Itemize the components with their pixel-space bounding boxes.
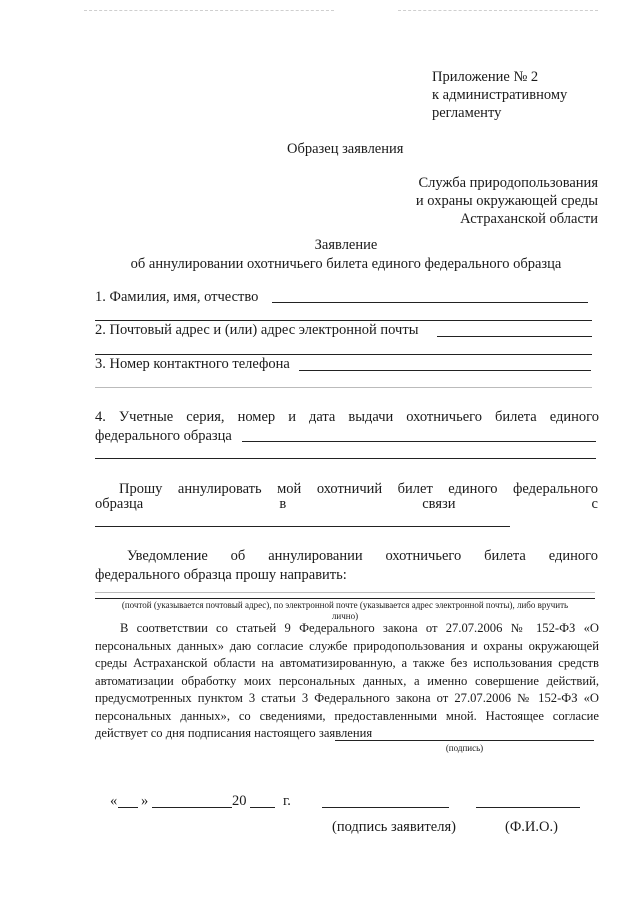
consent-signature-field[interactable] [335, 740, 594, 741]
request-word-1: образца [95, 496, 144, 512]
date-month-field[interactable] [152, 807, 232, 808]
notice-hint [95, 600, 595, 622]
appendix-line-3: регламенту [432, 105, 502, 121]
request-line-1: Прошу аннулировать мой охотничий билет единого федерального [119, 481, 598, 497]
notice-hint-line-2: лично) [331, 611, 359, 621]
appendix-line-2: к административному [432, 87, 568, 103]
addressee-line-2: и охраны окружающей среды [415, 193, 598, 209]
consent-line-7: действует со дня подписания настоящего заявления [95, 726, 373, 740]
consent-line-4: автоматизации обработку моих персональных данных, а именно совершение действий, [95, 673, 599, 688]
addressee-line-3: Астраханской области [460, 211, 598, 227]
document-subtitle: об аннулировании охотничьего билета единого федерального образца [130, 256, 562, 272]
appendix-block [432, 68, 622, 122]
scan-noise-top-right [398, 10, 598, 11]
consent-line-2: персональных данных» даю согласие службе природопользования и охраны окружающей [95, 638, 599, 653]
notice-line-2: федерального образца прошу направить: [95, 567, 347, 583]
applicant-signature-label: (подпись заявителя) [332, 819, 456, 835]
fio-label: 1. Фамилия, имя, отчество [95, 289, 259, 305]
phone-field-line-2[interactable] [95, 387, 592, 388]
consent-line-6: персональных данных», со сведениями, предоставленными мной. Настоящее согласие [95, 708, 599, 723]
reason-field[interactable] [95, 526, 510, 527]
scan-noise-top [84, 10, 334, 11]
date-quote-close: » [141, 793, 149, 809]
ticket-field[interactable] [242, 441, 596, 442]
date-year-suffix: г. [283, 793, 291, 809]
applicant-signature-field[interactable] [322, 807, 449, 808]
notice-field-top[interactable] [95, 592, 595, 593]
ticket-label-line-2: федерального образца [95, 428, 232, 444]
date-year-field[interactable] [250, 807, 275, 808]
request-word-4: с [591, 496, 598, 512]
consent-paragraph [95, 620, 599, 743]
phone-label: 3. Номер контактного телефона [95, 356, 290, 372]
date-year-prefix: 20 [232, 793, 247, 809]
ticket-label-line-1: 4. Учетные серия, номер и дата выдачи охотничьего билета единого [95, 409, 599, 425]
request-word-2: в [279, 496, 287, 512]
address-field[interactable] [437, 336, 592, 337]
applicant-fio-label: (Ф.И.О.) [505, 819, 558, 835]
ticket-field-line-2[interactable] [95, 458, 596, 459]
addressee-block [360, 174, 598, 228]
address-label: 2. Почтовый адрес и (или) адрес электронной почты [95, 322, 419, 338]
appendix-line-1: Приложение № 2 [432, 69, 539, 85]
date-quote-open: « [110, 793, 118, 809]
sample-title: Образец заявления [287, 141, 404, 157]
consent-line-3: среды Астраханской области на автоматизированную, а также без использования средств [95, 656, 599, 670]
consent-signature-hint: (подпись) [445, 743, 484, 753]
phone-field[interactable] [299, 370, 591, 371]
applicant-fio-field[interactable] [476, 807, 580, 808]
date-day-field[interactable] [118, 807, 138, 808]
document-title: Заявление [314, 237, 378, 253]
consent-line-5: предусмотренных пунктом 3 статьи 3 Федерального закона от 27.07.2006 № 152-ФЗ «О [95, 691, 599, 705]
notice-field[interactable] [95, 598, 595, 599]
notice-hint-line-1: (почтой (указывается почтовый адрес), по электронной почте (указывается адрес электронной почты), либо вручить [121, 600, 569, 610]
request-word-3: связи [422, 496, 456, 512]
consent-line-1: В соответствии со статьей 9 Федерального закона от 27.07.2006 № 152-ФЗ «О [120, 621, 599, 635]
notice-line-1: Уведомление об аннулировании охотничьего билета единого [127, 548, 598, 564]
request-line-2 [95, 495, 598, 513]
addressee-line-1: Служба природопользования [418, 175, 598, 191]
fio-field[interactable] [272, 302, 588, 303]
